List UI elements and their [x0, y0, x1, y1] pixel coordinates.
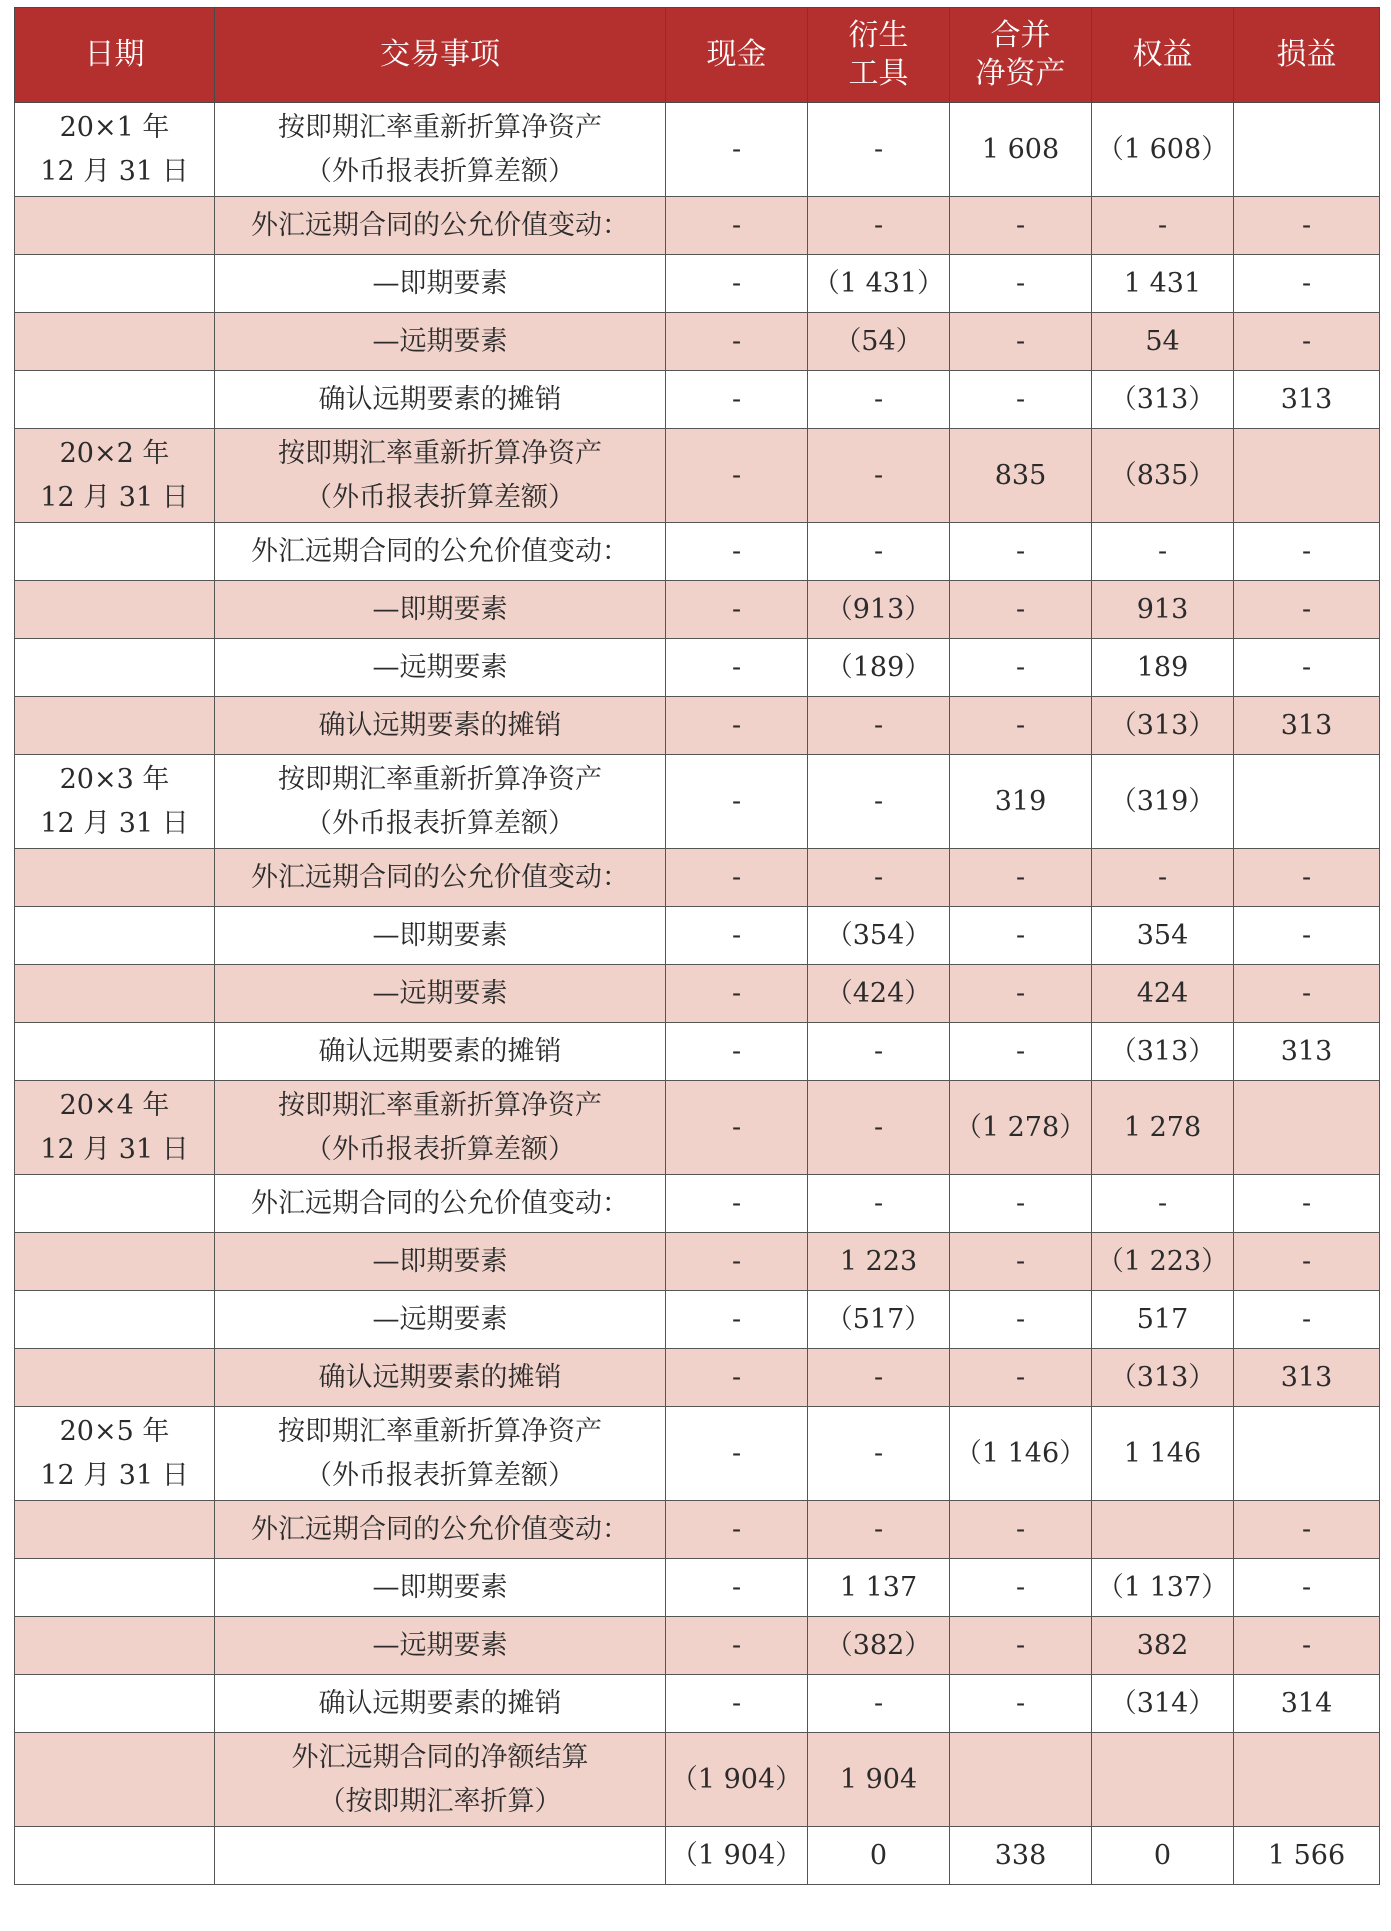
transaction-cell: 确认远期要素的摊销 — [215, 697, 666, 755]
transaction-cell: 确认远期要素的摊销 — [215, 1349, 666, 1407]
date-cell — [15, 965, 215, 1023]
net-assets-cell: 835 — [950, 429, 1092, 523]
derivative-cell: - — [808, 103, 950, 197]
equity-cell: 1 431 — [1092, 255, 1234, 313]
derivative-cell: - — [808, 429, 950, 523]
derivative-cell: （54） — [808, 313, 950, 371]
profit-loss-cell — [1234, 1081, 1380, 1175]
profit-loss-cell: - — [1234, 1291, 1380, 1349]
header-date: 日期 — [15, 8, 215, 103]
net-assets-cell: （1 146） — [950, 1407, 1092, 1501]
profit-loss-cell: - — [1234, 523, 1380, 581]
net-assets-cell: - — [950, 255, 1092, 313]
cash-cell: - — [666, 1175, 808, 1233]
net-assets-cell: - — [950, 907, 1092, 965]
net-assets-cell: - — [950, 1501, 1092, 1559]
transaction-cell: —远期要素 — [215, 1617, 666, 1675]
net-assets-cell: （1 278） — [950, 1081, 1092, 1175]
equity-cell — [1092, 1733, 1234, 1827]
derivative-cell: - — [808, 1349, 950, 1407]
cash-cell: - — [666, 581, 808, 639]
cash-cell: - — [666, 371, 808, 429]
equity-cell: 1 278 — [1092, 1081, 1234, 1175]
header-profit-loss: 损益 — [1234, 8, 1380, 103]
profit-loss-cell: - — [1234, 255, 1380, 313]
equity-cell: 517 — [1092, 1291, 1234, 1349]
equity-cell: 382 — [1092, 1617, 1234, 1675]
date-cell-line: 20×4 年 — [59, 1089, 170, 1121]
transaction-cell: 确认远期要素的摊销 — [215, 371, 666, 429]
profit-loss-cell: 313 — [1234, 371, 1380, 429]
transaction-cell — [215, 429, 666, 523]
translation-hedge-table — [14, 7, 1380, 1885]
equity-cell: 189 — [1092, 639, 1234, 697]
date-cell — [15, 1349, 215, 1407]
transaction-cell: —远期要素 — [215, 639, 666, 697]
table-row — [15, 1407, 1380, 1501]
transaction-cell-line: （外币报表折算差额） — [305, 155, 575, 187]
derivative-cell: - — [808, 1501, 950, 1559]
transaction-cell: —远期要素 — [215, 965, 666, 1023]
profit-loss-cell: - — [1234, 197, 1380, 255]
profit-loss-cell — [1234, 429, 1380, 523]
date-cell — [15, 255, 215, 313]
transaction-cell: 外汇远期合同的公允价值变动： — [215, 849, 666, 907]
table-row — [15, 697, 1380, 755]
profit-loss-cell: - — [1234, 1233, 1380, 1291]
equity-cell: 424 — [1092, 965, 1234, 1023]
transaction-cell-line: 按即期汇率重新折算净资产 — [278, 1089, 602, 1121]
derivative-cell: - — [808, 1023, 950, 1081]
net-assets-cell: - — [950, 313, 1092, 371]
net-assets-cell: - — [950, 581, 1092, 639]
table-row — [15, 1617, 1380, 1675]
transaction-cell: —即期要素 — [215, 1233, 666, 1291]
cash-cell: - — [666, 965, 808, 1023]
profit-loss-cell: - — [1234, 849, 1380, 907]
transaction-cell-line: 按即期汇率重新折算净资产 — [278, 437, 602, 469]
cash-cell: - — [666, 1617, 808, 1675]
transaction-cell-line: （外币报表折算差额） — [305, 807, 575, 839]
cash-cell: （1 904） — [666, 1733, 808, 1827]
derivative-cell: （382） — [808, 1617, 950, 1675]
transaction-cell: 外汇远期合同的公允价值变动： — [215, 1175, 666, 1233]
date-cell — [15, 581, 215, 639]
profit-loss-cell: 1 566 — [1234, 1827, 1380, 1885]
transaction-cell — [215, 755, 666, 849]
date-cell — [15, 1617, 215, 1675]
header-row — [15, 8, 1380, 103]
derivative-cell: 1 137 — [808, 1559, 950, 1617]
equity-cell: 354 — [1092, 907, 1234, 965]
transaction-cell: 确认远期要素的摊销 — [215, 1023, 666, 1081]
equity-cell: （1 608） — [1092, 103, 1234, 197]
date-cell-line: 20×5 年 — [59, 1415, 170, 1447]
derivative-cell: （1 431） — [808, 255, 950, 313]
net-assets-cell: - — [950, 1023, 1092, 1081]
date-cell-line: 12 月 31 日 — [40, 807, 189, 839]
table-row — [15, 755, 1380, 849]
transaction-cell-line: 按即期汇率重新折算净资产 — [278, 763, 602, 795]
profit-loss-cell: - — [1234, 965, 1380, 1023]
equity-cell: （1 137） — [1092, 1559, 1234, 1617]
net-assets-cell: - — [950, 197, 1092, 255]
date-cell — [15, 1827, 215, 1885]
cash-cell: - — [666, 197, 808, 255]
table-row — [15, 1349, 1380, 1407]
equity-cell: （313） — [1092, 371, 1234, 429]
transaction-cell — [215, 1827, 666, 1885]
net-assets-cell: - — [950, 965, 1092, 1023]
profit-loss-cell: 313 — [1234, 697, 1380, 755]
derivative-cell: 1 904 — [808, 1733, 950, 1827]
header-consolidated-net-assets-line: 净资产 — [975, 56, 1066, 91]
transaction-cell: —即期要素 — [215, 255, 666, 313]
net-assets-cell: - — [950, 1175, 1092, 1233]
date-cell — [15, 429, 215, 523]
date-cell — [15, 1501, 215, 1559]
transaction-cell-line: （外币报表折算差额） — [305, 1459, 575, 1491]
derivative-cell: - — [808, 1081, 950, 1175]
profit-loss-cell: - — [1234, 907, 1380, 965]
derivative-cell: （189） — [808, 639, 950, 697]
equity-cell: - — [1092, 849, 1234, 907]
transaction-cell — [215, 1733, 666, 1827]
date-cell — [15, 907, 215, 965]
net-assets-cell: - — [950, 1233, 1092, 1291]
transaction-cell-line: 按即期汇率重新折算净资产 — [278, 1415, 602, 1447]
table-row — [15, 965, 1380, 1023]
transaction-cell: —即期要素 — [215, 581, 666, 639]
profit-loss-cell: - — [1234, 581, 1380, 639]
profit-loss-cell: - — [1234, 1175, 1380, 1233]
date-cell — [15, 1675, 215, 1733]
profit-loss-cell: 313 — [1234, 1349, 1380, 1407]
profit-loss-cell: - — [1234, 639, 1380, 697]
derivative-cell: 0 — [808, 1827, 950, 1885]
date-cell — [15, 523, 215, 581]
date-cell — [15, 103, 215, 197]
cash-cell: - — [666, 1291, 808, 1349]
table-row — [15, 1827, 1380, 1885]
equity-cell: （1 223） — [1092, 1233, 1234, 1291]
profit-loss-cell — [1234, 1733, 1380, 1827]
transaction-cell-line: （按即期汇率折算） — [318, 1785, 562, 1817]
equity-cell: 913 — [1092, 581, 1234, 639]
derivative-cell: （517） — [808, 1291, 950, 1349]
transaction-cell — [215, 1407, 666, 1501]
table-row — [15, 1501, 1380, 1559]
cash-cell: - — [666, 849, 808, 907]
net-assets-cell — [950, 1733, 1092, 1827]
date-cell-line: 12 月 31 日 — [40, 1133, 189, 1165]
cash-cell: （1 904） — [666, 1827, 808, 1885]
net-assets-cell: - — [950, 1291, 1092, 1349]
cash-cell: - — [666, 1407, 808, 1501]
derivative-cell: - — [808, 1675, 950, 1733]
table-row — [15, 197, 1380, 255]
header-derivative-line: 工具 — [848, 56, 909, 91]
net-assets-cell: - — [950, 849, 1092, 907]
transaction-cell: 确认远期要素的摊销 — [215, 1675, 666, 1733]
date-cell — [15, 197, 215, 255]
header-derivative-line: 衍生 — [848, 18, 909, 53]
equity-cell: （313） — [1092, 1023, 1234, 1081]
table-row — [15, 1559, 1380, 1617]
equity-cell: （319） — [1092, 755, 1234, 849]
table-row — [15, 1233, 1380, 1291]
profit-loss-cell: 314 — [1234, 1675, 1380, 1733]
cash-cell: - — [666, 255, 808, 313]
profit-loss-cell — [1234, 755, 1380, 849]
cash-cell: - — [666, 1559, 808, 1617]
equity-cell: （835） — [1092, 429, 1234, 523]
table-row — [15, 1081, 1380, 1175]
cash-cell: - — [666, 1023, 808, 1081]
transaction-cell: —即期要素 — [215, 907, 666, 965]
derivative-cell: （424） — [808, 965, 950, 1023]
net-assets-cell: - — [950, 697, 1092, 755]
date-cell — [15, 755, 215, 849]
derivative-cell: - — [808, 371, 950, 429]
profit-loss-cell: 313 — [1234, 1023, 1380, 1081]
transaction-cell-line: 外汇远期合同的净额结算 — [291, 1741, 589, 1773]
date-cell — [15, 1023, 215, 1081]
derivative-cell: - — [808, 1407, 950, 1501]
cash-cell: - — [666, 639, 808, 697]
table-row — [15, 907, 1380, 965]
cash-cell: - — [666, 755, 808, 849]
profit-loss-cell: - — [1234, 1501, 1380, 1559]
table-row — [15, 103, 1380, 197]
date-cell — [15, 313, 215, 371]
cash-cell: - — [666, 429, 808, 523]
date-cell — [15, 1175, 215, 1233]
net-assets-cell: - — [950, 1675, 1092, 1733]
table-row — [15, 1675, 1380, 1733]
net-assets-cell: - — [950, 371, 1092, 429]
date-cell — [15, 371, 215, 429]
header-transaction: 交易事项 — [215, 8, 666, 103]
derivative-cell: - — [808, 849, 950, 907]
table-row — [15, 1175, 1380, 1233]
transaction-cell — [215, 1081, 666, 1175]
date-cell-line: 20×2 年 — [59, 437, 170, 469]
table-row — [15, 371, 1380, 429]
date-cell — [15, 1233, 215, 1291]
date-cell — [15, 1559, 215, 1617]
cash-cell: - — [666, 1233, 808, 1291]
profit-loss-cell — [1234, 1407, 1380, 1501]
profit-loss-cell: - — [1234, 1559, 1380, 1617]
table-row — [15, 1023, 1380, 1081]
date-cell-line: 20×3 年 — [59, 763, 170, 795]
equity-cell: 1 146 — [1092, 1407, 1234, 1501]
cash-cell: - — [666, 1501, 808, 1559]
net-assets-cell: - — [950, 1349, 1092, 1407]
date-cell-line: 12 月 31 日 — [40, 155, 189, 187]
transaction-cell — [215, 103, 666, 197]
cash-cell: - — [666, 313, 808, 371]
equity-cell: （313） — [1092, 1349, 1234, 1407]
cash-cell: - — [666, 697, 808, 755]
cash-cell: - — [666, 907, 808, 965]
net-assets-cell: 1 608 — [950, 103, 1092, 197]
table-row — [15, 255, 1380, 313]
cash-cell: - — [666, 1081, 808, 1175]
equity-cell: - — [1092, 1175, 1234, 1233]
table-row — [15, 1291, 1380, 1349]
net-assets-cell: - — [950, 523, 1092, 581]
date-cell — [15, 1407, 215, 1501]
date-cell — [15, 849, 215, 907]
derivative-cell: - — [808, 197, 950, 255]
transaction-cell: 外汇远期合同的公允价值变动： — [215, 1501, 666, 1559]
table-row — [15, 849, 1380, 907]
table-row — [15, 581, 1380, 639]
net-assets-cell: - — [950, 639, 1092, 697]
transaction-cell: —即期要素 — [215, 1559, 666, 1617]
date-cell-line: 12 月 31 日 — [40, 1459, 189, 1491]
derivative-cell: - — [808, 1175, 950, 1233]
net-assets-cell: - — [950, 1617, 1092, 1675]
header-derivative — [808, 8, 950, 103]
table-row — [15, 429, 1380, 523]
transaction-cell-line: （外币报表折算差额） — [305, 481, 575, 513]
derivative-cell: - — [808, 523, 950, 581]
date-cell — [15, 1291, 215, 1349]
date-cell — [15, 1081, 215, 1175]
date-cell — [15, 697, 215, 755]
cash-cell: - — [666, 1675, 808, 1733]
derivative-cell: （354） — [808, 907, 950, 965]
net-assets-cell: 338 — [950, 1827, 1092, 1885]
transaction-cell: 外汇远期合同的公允价值变动： — [215, 523, 666, 581]
derivative-cell: 1 223 — [808, 1233, 950, 1291]
header-cash: 现金 — [666, 8, 808, 103]
date-cell — [15, 1733, 215, 1827]
cash-cell: - — [666, 1349, 808, 1407]
transaction-cell-line: （外币报表折算差额） — [305, 1133, 575, 1165]
date-cell — [15, 639, 215, 697]
header-consolidated-net-assets-line: 合并 — [990, 18, 1051, 53]
profit-loss-cell: - — [1234, 1617, 1380, 1675]
equity-cell: （313） — [1092, 697, 1234, 755]
profit-loss-cell: - — [1234, 313, 1380, 371]
equity-cell — [1092, 1501, 1234, 1559]
header-equity: 权益 — [1092, 8, 1234, 103]
table-row — [15, 1733, 1380, 1827]
table-row — [15, 313, 1380, 371]
profit-loss-cell — [1234, 103, 1380, 197]
transaction-cell-line: 按即期汇率重新折算净资产 — [278, 111, 602, 143]
net-assets-cell: - — [950, 1559, 1092, 1617]
equity-cell: 54 — [1092, 313, 1234, 371]
equity-cell: - — [1092, 197, 1234, 255]
equity-cell: 0 — [1092, 1827, 1234, 1885]
cash-cell: - — [666, 523, 808, 581]
derivative-cell: - — [808, 697, 950, 755]
equity-cell: - — [1092, 523, 1234, 581]
table-row — [15, 523, 1380, 581]
derivative-cell: （913） — [808, 581, 950, 639]
equity-cell: （314） — [1092, 1675, 1234, 1733]
date-cell-line: 12 月 31 日 — [40, 481, 189, 513]
cash-cell: - — [666, 103, 808, 197]
derivative-cell: - — [808, 755, 950, 849]
transaction-cell: 外汇远期合同的公允价值变动： — [215, 197, 666, 255]
header-consolidated-net-assets — [950, 8, 1092, 103]
transaction-cell: —远期要素 — [215, 1291, 666, 1349]
date-cell-line: 20×1 年 — [59, 111, 170, 143]
transaction-cell: —远期要素 — [215, 313, 666, 371]
table-row — [15, 639, 1380, 697]
net-assets-cell: 319 — [950, 755, 1092, 849]
